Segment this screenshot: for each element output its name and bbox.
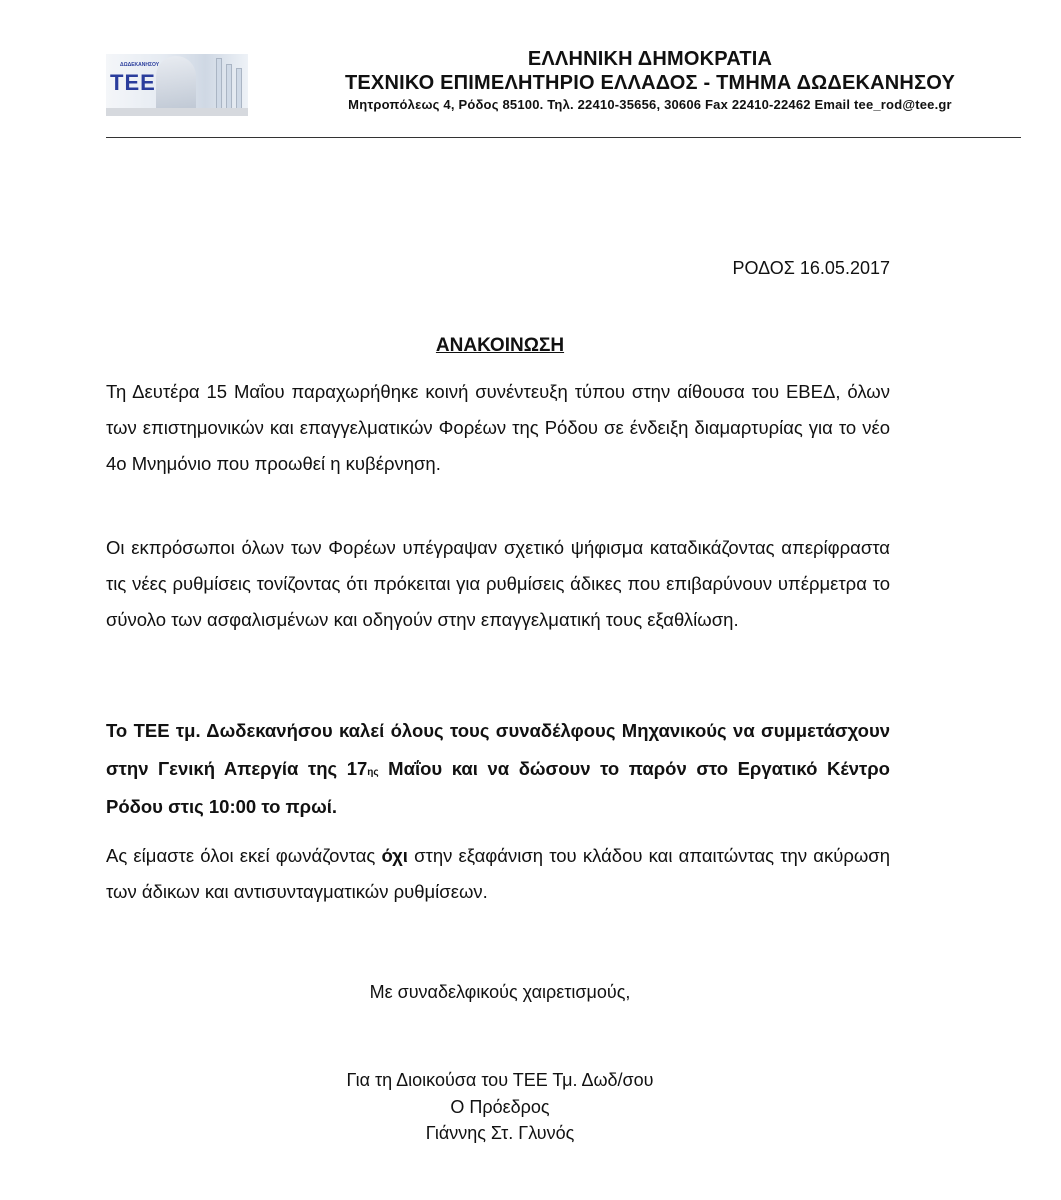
- signature-role: Ο Πρόεδρος: [450, 1097, 550, 1117]
- paragraph-1: Τη Δευτέρα 15 Μαΐου παραχωρήθηκε κοινή συνέντευξη τύπου στην αίθουσα του ΕΒΕΔ, όλων των επιστημονικών και επαγγελματικών Φορέων της Ρόδου σε ένδειξη διαμαρτυρίας για το νέο 4ο Μνημόνιο που προωθεί η κυβέρνηση.: [106, 381, 890, 474]
- paragraph-4-emphasis: όχι: [381, 845, 408, 866]
- document-title: ΑΝΑΚΟΙΝΩΣΗ: [435, 335, 565, 356]
- logo-text: ΤΕΕ: [110, 70, 156, 95]
- document-date: ΡΟΔΟΣ 16.05.2017: [732, 258, 890, 278]
- signature-body: Για τη Διοικούσα του ΤΕΕ Τμ. Δωδ/σου: [346, 1070, 654, 1090]
- logo-lab-tube: [216, 58, 222, 110]
- header-divider: [106, 137, 1021, 138]
- paragraph-3-text-a: Το ΤΕΕ τμ. Δωδεκανήσου καλεί όλους τους συναδέλφους Μηχανικούς να συμμετάσχουν στην Γενική Απεργία της 17: [106, 720, 890, 779]
- ordinal-superscript: ης: [367, 767, 379, 778]
- header-contact: Μητροπόλεως 4, Ρόδος 85100. Τηλ. 22410-35656, 30606 Fax 22410-22462 Email tee_rod@tee.gr: [348, 97, 952, 112]
- paragraph-4-text-b: στην εξαφάνιση του κλάδου και απαιτώντας την ακύρωση των άδικων και αντισυνταγματικών ρυθμίσεων.: [106, 845, 890, 902]
- logo-figure-image: [156, 56, 196, 111]
- paragraph-4: [106, 838, 890, 910]
- paragraph-2: Οι εκπρόσωποι όλων των Φορέων υπέγραψαν σχετικό ψήφισμα καταδικάζοντας απερίφραστα τις νέες ρυθμίσεις τονίζοντας ότι πρόκειται για ρυθμίσεις άδικες που επιβαρύνουν υπέρμετρα το σύνολο των ασφαλισμένων και οδηγούν στην επαγγελματική τους εξαθλίωση.: [106, 537, 890, 630]
- paragraph-4-text-a: Ας είμαστε όλοι εκεί φωνάζοντας: [106, 845, 382, 866]
- header-organization: ΤΕΧΝΙΚΟ ΕΠΙΜΕΛΗΤΗΡΙΟ ΕΛΛΑΔΟΣ - ΤΜΗΜΑ ΔΩΔΕΚΑΝΗΣΟΥ: [344, 72, 956, 94]
- signature-name: Γιάννης Στ. Γλυνός: [425, 1123, 575, 1143]
- tee-logo: [106, 44, 248, 116]
- logo-footer-bar: [106, 108, 248, 116]
- logo-subtext: ΔΩΔΕΚΑΝΗΣΟΥ: [120, 62, 160, 68]
- logo-nav-strip: [106, 44, 248, 54]
- paragraph-3-call-to-action: [106, 712, 890, 826]
- closing-greeting: Με συναδελφικούς χαιρετισμούς,: [369, 982, 631, 1002]
- paragraph-3-text-b: Μαΐου και να δώσουν το παρόν στο Εργατικό Κέντρο Ρόδου στις 10:00 το πρωί.: [106, 758, 890, 817]
- header-republic: ΕΛΛΗΝΙΚΗ ΔΗΜΟΚΡΑΤΙΑ: [527, 48, 773, 70]
